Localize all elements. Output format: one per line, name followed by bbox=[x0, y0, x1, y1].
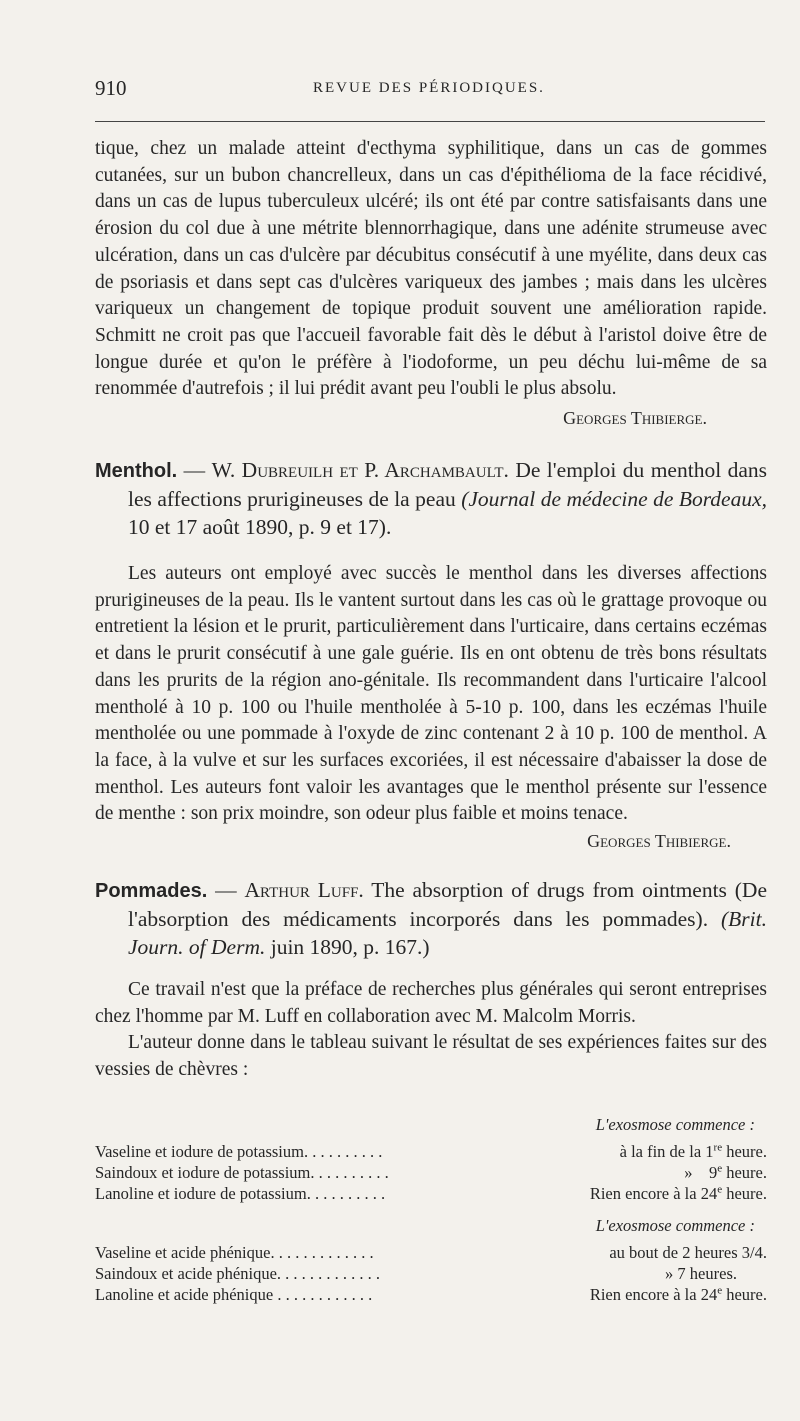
article-paragraph: Ce travail n'est que la préface de recherches plus générales qui seront entreprises chez l'homme par M. Luff en collaboration avec M. Malcolm Morris. bbox=[95, 979, 767, 1027]
table-row bbox=[95, 1242, 767, 1263]
article-title bbox=[95, 876, 767, 961]
article-body bbox=[95, 561, 767, 852]
row-label: Saindoux et acide phénique. . . . . . . . . . . . . bbox=[95, 1264, 381, 1283]
title-dash: — bbox=[177, 458, 212, 482]
row-value: Rien encore à la 24e heure. bbox=[589, 1284, 767, 1304]
row-value: » 7 heures. bbox=[665, 1264, 737, 1283]
table-heading: L'exosmose commence : bbox=[595, 1115, 755, 1134]
row-value: au bout de 2 heures 3/4. bbox=[609, 1243, 767, 1262]
journal-name: (Brit. Journ. of Derm. bbox=[128, 907, 767, 959]
article-keyword: Menthol. bbox=[95, 460, 178, 482]
running-head: REVUE DES PÉRIODIQUES. bbox=[313, 80, 545, 96]
article-pommades bbox=[95, 876, 767, 1084]
title-dash: — bbox=[207, 878, 245, 902]
citation: 10 et 17 août 1890, p. 9 et 17). bbox=[128, 515, 392, 539]
article-authors: Arthur Luff. bbox=[244, 878, 364, 902]
article-menthol bbox=[95, 456, 767, 855]
article-paragraph: L'auteur donne dans le tableau suivant le résultat de ses expériences faites sur des vessies de chèvres : bbox=[95, 1032, 767, 1081]
table-row bbox=[95, 1284, 767, 1305]
journal-name: (Journal de médecine de Bordeaux, bbox=[461, 487, 767, 511]
signature: Georges Thibierge. bbox=[587, 831, 731, 852]
table-row bbox=[95, 1141, 767, 1162]
continuation-section bbox=[95, 136, 767, 432]
header-rule bbox=[95, 121, 765, 122]
row-label: Saindoux et iodure de potassium. . . . . . . . . . bbox=[95, 1163, 389, 1182]
row-label: Lanoline et acide phénique . . . . . . . . . . . . bbox=[95, 1285, 373, 1304]
table-heading: L'exosmose commence : bbox=[595, 1216, 755, 1235]
article-title-text: The absorption of drugs from ointments (De l'absorption des médicaments incorporés dans les pommades). bbox=[128, 878, 767, 931]
table-row bbox=[95, 1263, 767, 1284]
table-row bbox=[95, 1183, 767, 1204]
results-table-iodure bbox=[95, 1114, 767, 1204]
row-label: Lanoline et iodure de potassium. . . . . . . . . . bbox=[95, 1184, 386, 1203]
article-authors: W. Dubreuilh et P. Archambault. bbox=[211, 458, 509, 482]
table-row bbox=[95, 1162, 767, 1183]
page-number: 910 bbox=[95, 76, 127, 100]
row-label: Vaseline et iodure de potassium. . . . . . . . . . bbox=[95, 1142, 383, 1161]
row-value: » 9e heure. bbox=[684, 1162, 767, 1182]
citation: juin 1890, p. 167.) bbox=[265, 935, 430, 959]
row-value: à la fin de la 1re heure. bbox=[619, 1141, 767, 1161]
row-label: Vaseline et acide phénique. . . . . . . . . . . . . bbox=[95, 1243, 374, 1262]
article-title bbox=[95, 456, 767, 541]
continuation-paragraph: tique, chez un malade atteint d'ecthyma syphilitique, dans un cas de gommes cutanées, sur un bubon chancrelleux, dans un cas d'épithélioma de la face récidivé, dans un cas de lupus tuberculeux ulcéré; ils ont été par contre satisfaisants dans une érosion du col due à une métrite blennorrhagique, dans une adénite strumeuse avec ulcération, dans un cas d'ulcère par décubitus consécutif à une myélite, dans deux cas de psoriasis et dans sept cas d'ulcères variqueux des jambes ; mais dans les ulcères variqueux un changement de topique produit souvent une amélioration rapide. Schmitt ne croit pas que l'accueil favorable fait dès le début à l'aristol doive être de longue durée et qu'on le préfère à l'iodoforme, un peu déchu lui-même de sa renommée d'autrefois ; il lui prédit avant peu l'oubli le plus absolu. bbox=[95, 138, 767, 400]
article-title-text: De l'emploi du menthol dans les affections prurigineuses de la peau bbox=[128, 458, 767, 511]
article-keyword: Pommades. bbox=[95, 880, 208, 902]
article-body-text: Les auteurs ont employé avec succès le menthol dans les diverses affections prurigineuses de la peau. Ils le vantent surtout dans les cas où le grattage provoque ou entretient la lésion et le prurit, particulièrement dans l'urticaire, dans certains eczémas et dans le prurit consécutif à une gale guérie. Ils en ont obtenu de très bons résultats dans les prurits de la région ano-génitale. Ils recommandent dans l'urticaire l'alcool mentholé à 10 p. 100 ou l'huile mentholée à 5-10 p. 100, dans les eczémas l'huile mentholée ou une pommade à l'oxyde de zinc contenant 2 à 10 p. 100 de menthol. A la face, à la vulve et sur les surfaces excoriées, il est nécessaire d'abaisser la dose de menthol. Les auteurs font valoir les avantages que le menthol présente sur l'essence de menthe : son prix moindre, son odeur plus faible et moins tenace. bbox=[95, 563, 767, 825]
results-table-phenique bbox=[95, 1215, 767, 1305]
row-value: Rien encore à la 24e heure. bbox=[589, 1183, 767, 1203]
page-header bbox=[95, 76, 765, 106]
signature: Georges Thibierge. bbox=[563, 408, 707, 429]
